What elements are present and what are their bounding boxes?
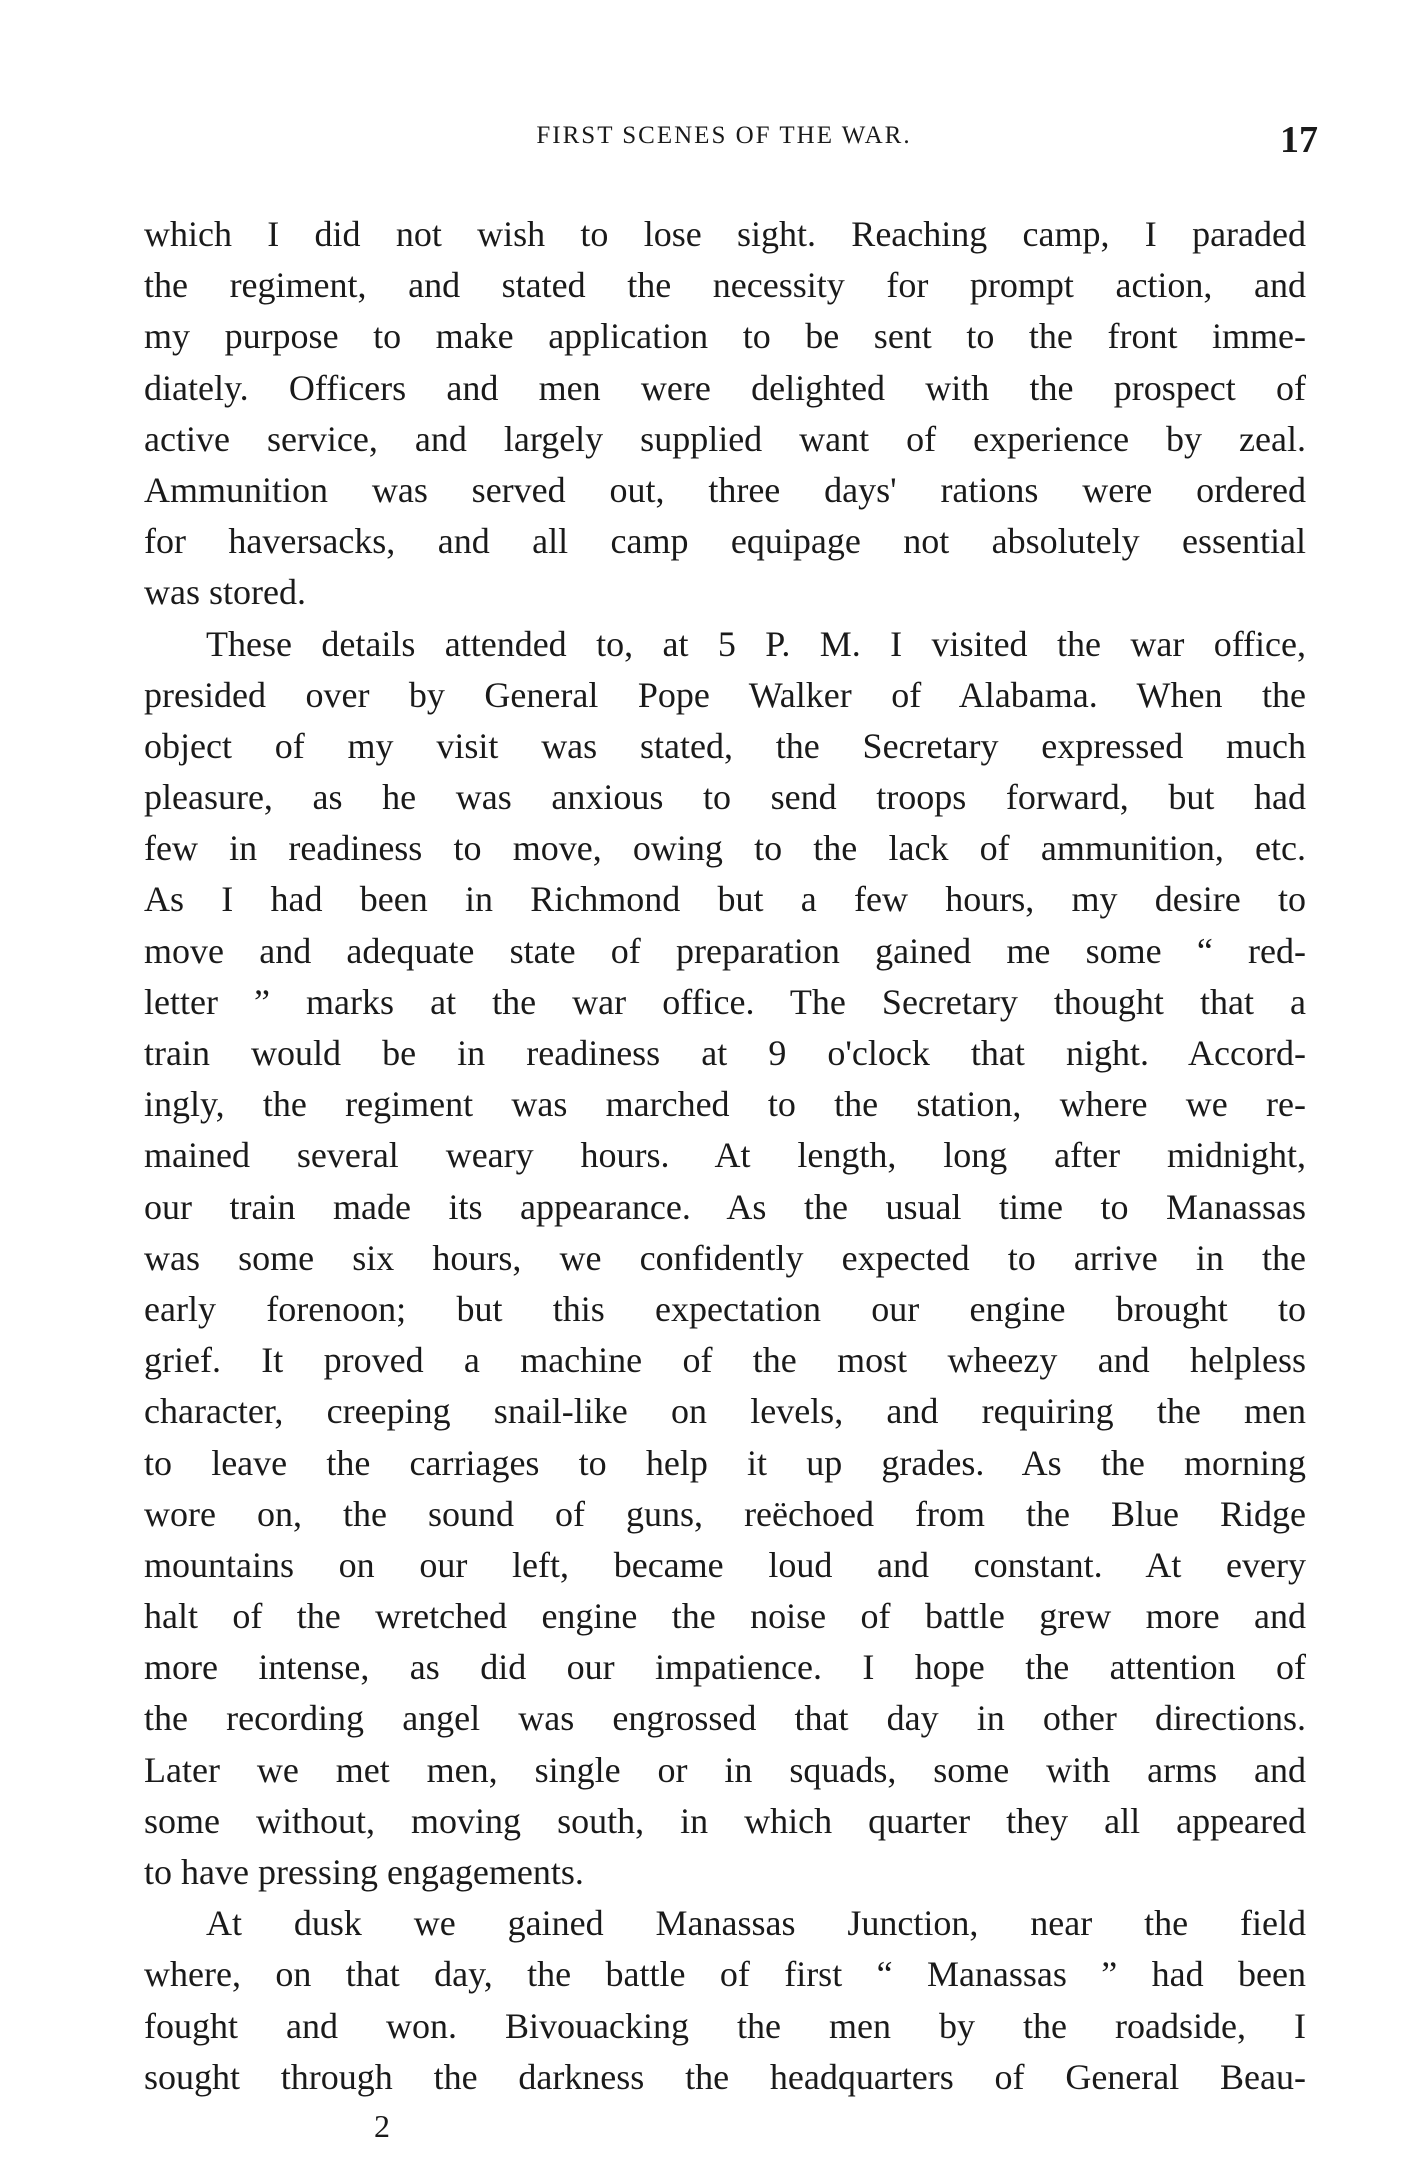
paragraph (144, 619, 1306, 1899)
text-line: early forenoon; but this expectation our engine brought to (144, 1288, 1306, 1329)
text-line: move and adequate state of preparation gained me some “ red- (144, 930, 1306, 971)
signature-mark: 2 (374, 2108, 390, 2144)
text-line: where, on that day, the battle of first “ Manassas ” had been (144, 1954, 1306, 1995)
text-line: object of my visit was stated, the Secretary expressed much (144, 725, 1306, 766)
running-head: FIRST SCENES OF THE WAR. (536, 122, 912, 149)
text-line: As I had been in Richmond but a few hours, my desire to (144, 879, 1306, 920)
text-line: diately. Officers and men were delighted with the prospect of (144, 367, 1306, 408)
text-line: mained several weary hours. At length, long after midnight, (144, 1135, 1306, 1176)
text-line: my purpose to make application to be sent to the front imme- (144, 316, 1306, 357)
text-line: train would be in readiness at 9 o'clock that night. Accord- (144, 1033, 1306, 1073)
text-line: pleasure, as he was anxious to send troops forward, but had (144, 777, 1306, 818)
text-line: halt of the wretched engine the noise of battle grew more and (144, 1596, 1306, 1637)
text-line: few in readiness to move, owing to the lack of ammunition, etc. (144, 828, 1306, 869)
page-number: 17 (1280, 119, 1318, 161)
paragraph (144, 1898, 1306, 2103)
text-line: some without, moving south, in which quarter they all appeared (144, 1800, 1306, 1841)
text-line: to leave the carriages to help it up grades. As the morning (144, 1442, 1306, 1483)
text-line: the recording angel was engrossed that day in other directions. (144, 1698, 1306, 1739)
text-line: These details attended to, at 5 P. M. I visited the war office, (206, 623, 1306, 664)
text-line: mountains on our left, became loud and constant. At every (144, 1544, 1306, 1585)
text-line: was some six hours, we confidently expected to arrive in the (144, 1237, 1306, 1278)
text-line: our train made its appearance. As the usual time to Manassas (144, 1186, 1306, 1227)
text-line: was stored. (144, 572, 306, 613)
text-line: letter ” marks at the war office. The Secretary thought that a (144, 981, 1306, 1022)
text-line: active service, and largely supplied want of experience by zeal. (144, 418, 1306, 459)
text-line: At dusk we gained Manassas Junction, near the field (206, 1903, 1306, 1944)
text-line: for haversacks, and all camp equipage not absolutely essential (144, 521, 1306, 562)
text-line: character, creeping snail-like on levels, and requiring the men (144, 1391, 1306, 1432)
text-line: which I did not wish to lose sight. Reaching camp, I paraded (144, 214, 1306, 254)
body-text (144, 209, 1306, 2103)
text-line: Later we met men, single or in squads, some with arms and (144, 1749, 1306, 1790)
text-line: grief. It proved a machine of the most wheezy and helpless (144, 1340, 1306, 1381)
text-line: wore on, the sound of guns, reëchoed from the Blue Ridge (144, 1493, 1306, 1534)
text-line: to have pressing engagements. (144, 1852, 584, 1892)
paragraph (144, 209, 1306, 619)
text-line: presided over by General Pope Walker of Alabama. When the (144, 674, 1306, 715)
text-line: fought and won. Bivouacking the men by the roadside, I (144, 2005, 1306, 2046)
text-line: the regiment, and stated the necessity for prompt action, and (144, 265, 1306, 306)
text-line: sought through the darkness the headquarters of General Beau- (144, 2056, 1306, 2097)
text-line: Ammunition was served out, three days' rations were ordered (144, 469, 1306, 510)
text-line: more intense, as did our impatience. I hope the attention of (144, 1647, 1306, 1688)
text-line: ingly, the regiment was marched to the station, where we re- (144, 1084, 1306, 1125)
